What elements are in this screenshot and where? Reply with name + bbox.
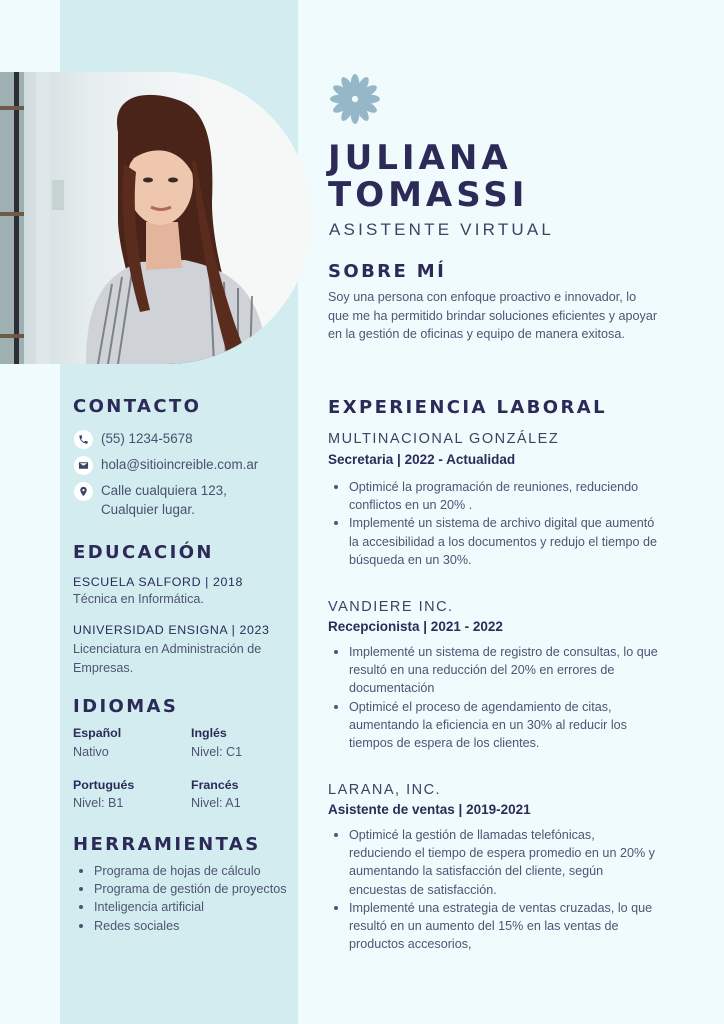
education-title: ESCUELA SALFORD | 2018 [73,575,243,589]
address-line-1: Calle cualquiera 123, [101,483,227,498]
last-name: TOMASSI [328,175,529,215]
contact-heading: CONTACTO [73,396,202,417]
location-pin-icon [74,482,93,501]
education-heading: EDUCACIÓN [73,542,214,563]
language-name: Español [73,726,122,740]
language-level: Nivel: A1 [191,796,241,810]
list-item: Programa de gestión de proyectos [73,880,288,898]
email-address[interactable]: hola@sitioincreible.com.ar [101,457,259,472]
mail-icon [74,456,93,475]
phone-number[interactable]: (55) 1234-5678 [101,431,193,446]
contact-email [74,456,258,475]
education-desc: Técnica en Informática. [73,592,204,606]
experience-heading: EXPERIENCIA LABORAL [328,397,607,418]
tools-list [73,862,288,935]
company-name: LARANA, INC. [328,782,442,798]
language-level: Nivel: C1 [191,745,243,759]
list-item: Programa de hojas de cálculo [73,862,288,880]
address [101,482,227,519]
job-bullets [328,826,658,953]
job-position: Secretaria | 2022 - Actualidad [328,452,516,467]
list-item: Optimicé el proceso de agendamiento de citas, aumentando la eficiencia en un 30% al reducir los tiempos de espera de los clientes. [328,698,658,753]
list-item: Optimicé la programación de reuniones, reduciendo conflictos en un 20% . [328,478,658,514]
language-name: Francés [191,778,239,792]
full-name [328,140,528,214]
job-role: ASISTENTE VIRTUAL [329,220,555,239]
flower-icon [328,72,382,126]
phone-icon [74,430,93,449]
company-name: VANDIERE INC. [328,599,454,615]
list-item: Implementé un sistema de registro de consultas, lo que resultó en una reducción del 20% en errores de documentación [328,643,658,698]
job-bullets [328,478,658,569]
education-desc: Licenciatura en Administración de Empresas. [73,642,262,675]
about-text: Soy una persona con enfoque proactivo e innovador, lo que me ha permitido brindar soluciones eficientes y apoyar en la gestión de oficinas y equipo de manera exitosa. [328,290,658,341]
language-level: Nativo [73,745,109,759]
language-name: Portugués [73,778,135,792]
company-name: MULTINACIONAL GONZÁLEZ [328,431,560,447]
list-item: Inteligencia artificial [73,898,288,916]
job-position: Asistente de ventas | 2019-2021 [328,802,531,817]
job-position: Recepcionista | 2021 - 2022 [328,619,503,634]
language-level: Nivel: B1 [73,796,124,810]
list-item: Redes sociales [73,917,288,935]
first-name: JULIANA [328,138,512,178]
list-item: Implementé un sistema de archivo digital que aumentó la accesibilidad a los documentos y redujo el tiempo de búsqueda en un 30%. [328,514,658,569]
about-heading: SOBRE MÍ [328,261,447,282]
list-item: Implementé una estrategia de ventas cruzadas, lo que resultó en un aumento del 15% en las ventas de productos accesorios, [328,899,658,954]
contact-phone [74,430,193,449]
language-name: Inglés [191,726,227,740]
list-item: Optimicé la gestión de llamadas telefónicas, reduciendo el tiempo de espera promedio en un 20% y aumentando la satisfacción del cliente, según encuestas de satisfacción. [328,826,658,899]
contact-address [74,482,227,519]
languages-heading: IDIOMAS [73,696,179,717]
tools-heading: HERRAMIENTAS [73,834,261,855]
address-line-2: Cualquier lugar. [101,501,195,517]
education-title: UNIVERSIDAD ENSIGNA | 2023 [73,623,270,637]
profile-photo [0,72,312,364]
job-bullets [328,643,658,752]
